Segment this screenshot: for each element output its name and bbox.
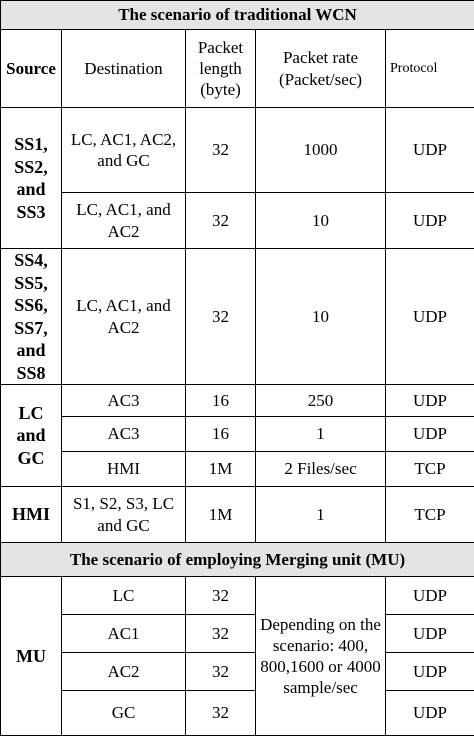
table-row <box>1 108 474 193</box>
length-cell: 32 <box>186 108 256 193</box>
source-cell: SS1, SS2, and SS3 <box>1 108 62 249</box>
protocol-cell: UDP <box>386 385 474 417</box>
header-source: Source <box>1 30 62 108</box>
source-cell: HMI <box>1 487 62 543</box>
protocol-cell: UDP <box>386 577 474 615</box>
section-title-mu: The scenario of employing Merging unit (MU) <box>1 543 474 577</box>
destination-cell: GC <box>62 691 186 736</box>
rate-cell: 250 <box>256 385 386 417</box>
length-cell: 1M <box>186 487 256 543</box>
header-packet-rate: Packet rate (Packet/sec) <box>256 30 386 108</box>
protocol-cell: UDP <box>386 108 474 193</box>
protocol-cell: UDP <box>386 417 474 452</box>
destination-cell: LC <box>62 577 186 615</box>
table-row <box>1 487 474 543</box>
rate-cell: Depending on the scenario: 400, 800,1600 or 4000 sample/sec <box>256 577 386 736</box>
destination-cell: AC3 <box>62 417 186 452</box>
table-row <box>1 577 474 615</box>
destination-cell: LC, AC1, and AC2 <box>62 193 186 249</box>
protocol-cell: TCP <box>386 487 474 543</box>
rate-cell: 1 <box>256 487 386 543</box>
header-protocol: Protocol <box>386 30 474 108</box>
protocol-cell: UDP <box>386 615 474 653</box>
rate-cell: 1000 <box>256 108 386 193</box>
length-cell: 32 <box>186 691 256 736</box>
destination-cell: HMI <box>62 452 186 487</box>
protocol-cell: UDP <box>386 691 474 736</box>
table-row <box>1 653 474 691</box>
length-cell: 16 <box>186 417 256 452</box>
source-cell: LC and GC <box>1 385 62 487</box>
table-row <box>1 417 474 452</box>
table-row <box>1 691 474 736</box>
destination-cell: LC, AC1, and AC2 <box>62 249 186 385</box>
source-cell: SS4, SS5, SS6, SS7, and SS8 <box>1 249 62 385</box>
destination-cell: AC1 <box>62 615 186 653</box>
table-row <box>1 615 474 653</box>
table-row <box>1 193 474 249</box>
length-cell: 1M <box>186 452 256 487</box>
rate-cell: 1 <box>256 417 386 452</box>
rate-cell: 10 <box>256 249 386 385</box>
length-cell: 16 <box>186 385 256 417</box>
length-cell: 32 <box>186 249 256 385</box>
table-row <box>1 249 474 385</box>
header-destination: Destination <box>62 30 186 108</box>
table-row <box>1 385 474 417</box>
rate-cell: 2 Files/sec <box>256 452 386 487</box>
length-cell: 32 <box>186 653 256 691</box>
header-packet-length: Packet length (byte) <box>186 30 256 108</box>
section-title-traditional: The scenario of traditional WCN <box>1 1 474 30</box>
protocol-cell: UDP <box>386 249 474 385</box>
destination-cell: AC3 <box>62 385 186 417</box>
destination-cell: S1, S2, S3, LC and GC <box>62 487 186 543</box>
length-cell: 32 <box>186 615 256 653</box>
length-cell: 32 <box>186 577 256 615</box>
protocol-cell: UDP <box>386 193 474 249</box>
destination-cell: AC2 <box>62 653 186 691</box>
protocol-cell: TCP <box>386 452 474 487</box>
length-cell: 32 <box>186 193 256 249</box>
table-row <box>1 452 474 487</box>
source-cell: MU <box>1 577 62 736</box>
rate-cell: 10 <box>256 193 386 249</box>
protocol-cell: UDP <box>386 653 474 691</box>
destination-cell: LC, AC1, AC2, and GC <box>62 108 186 193</box>
